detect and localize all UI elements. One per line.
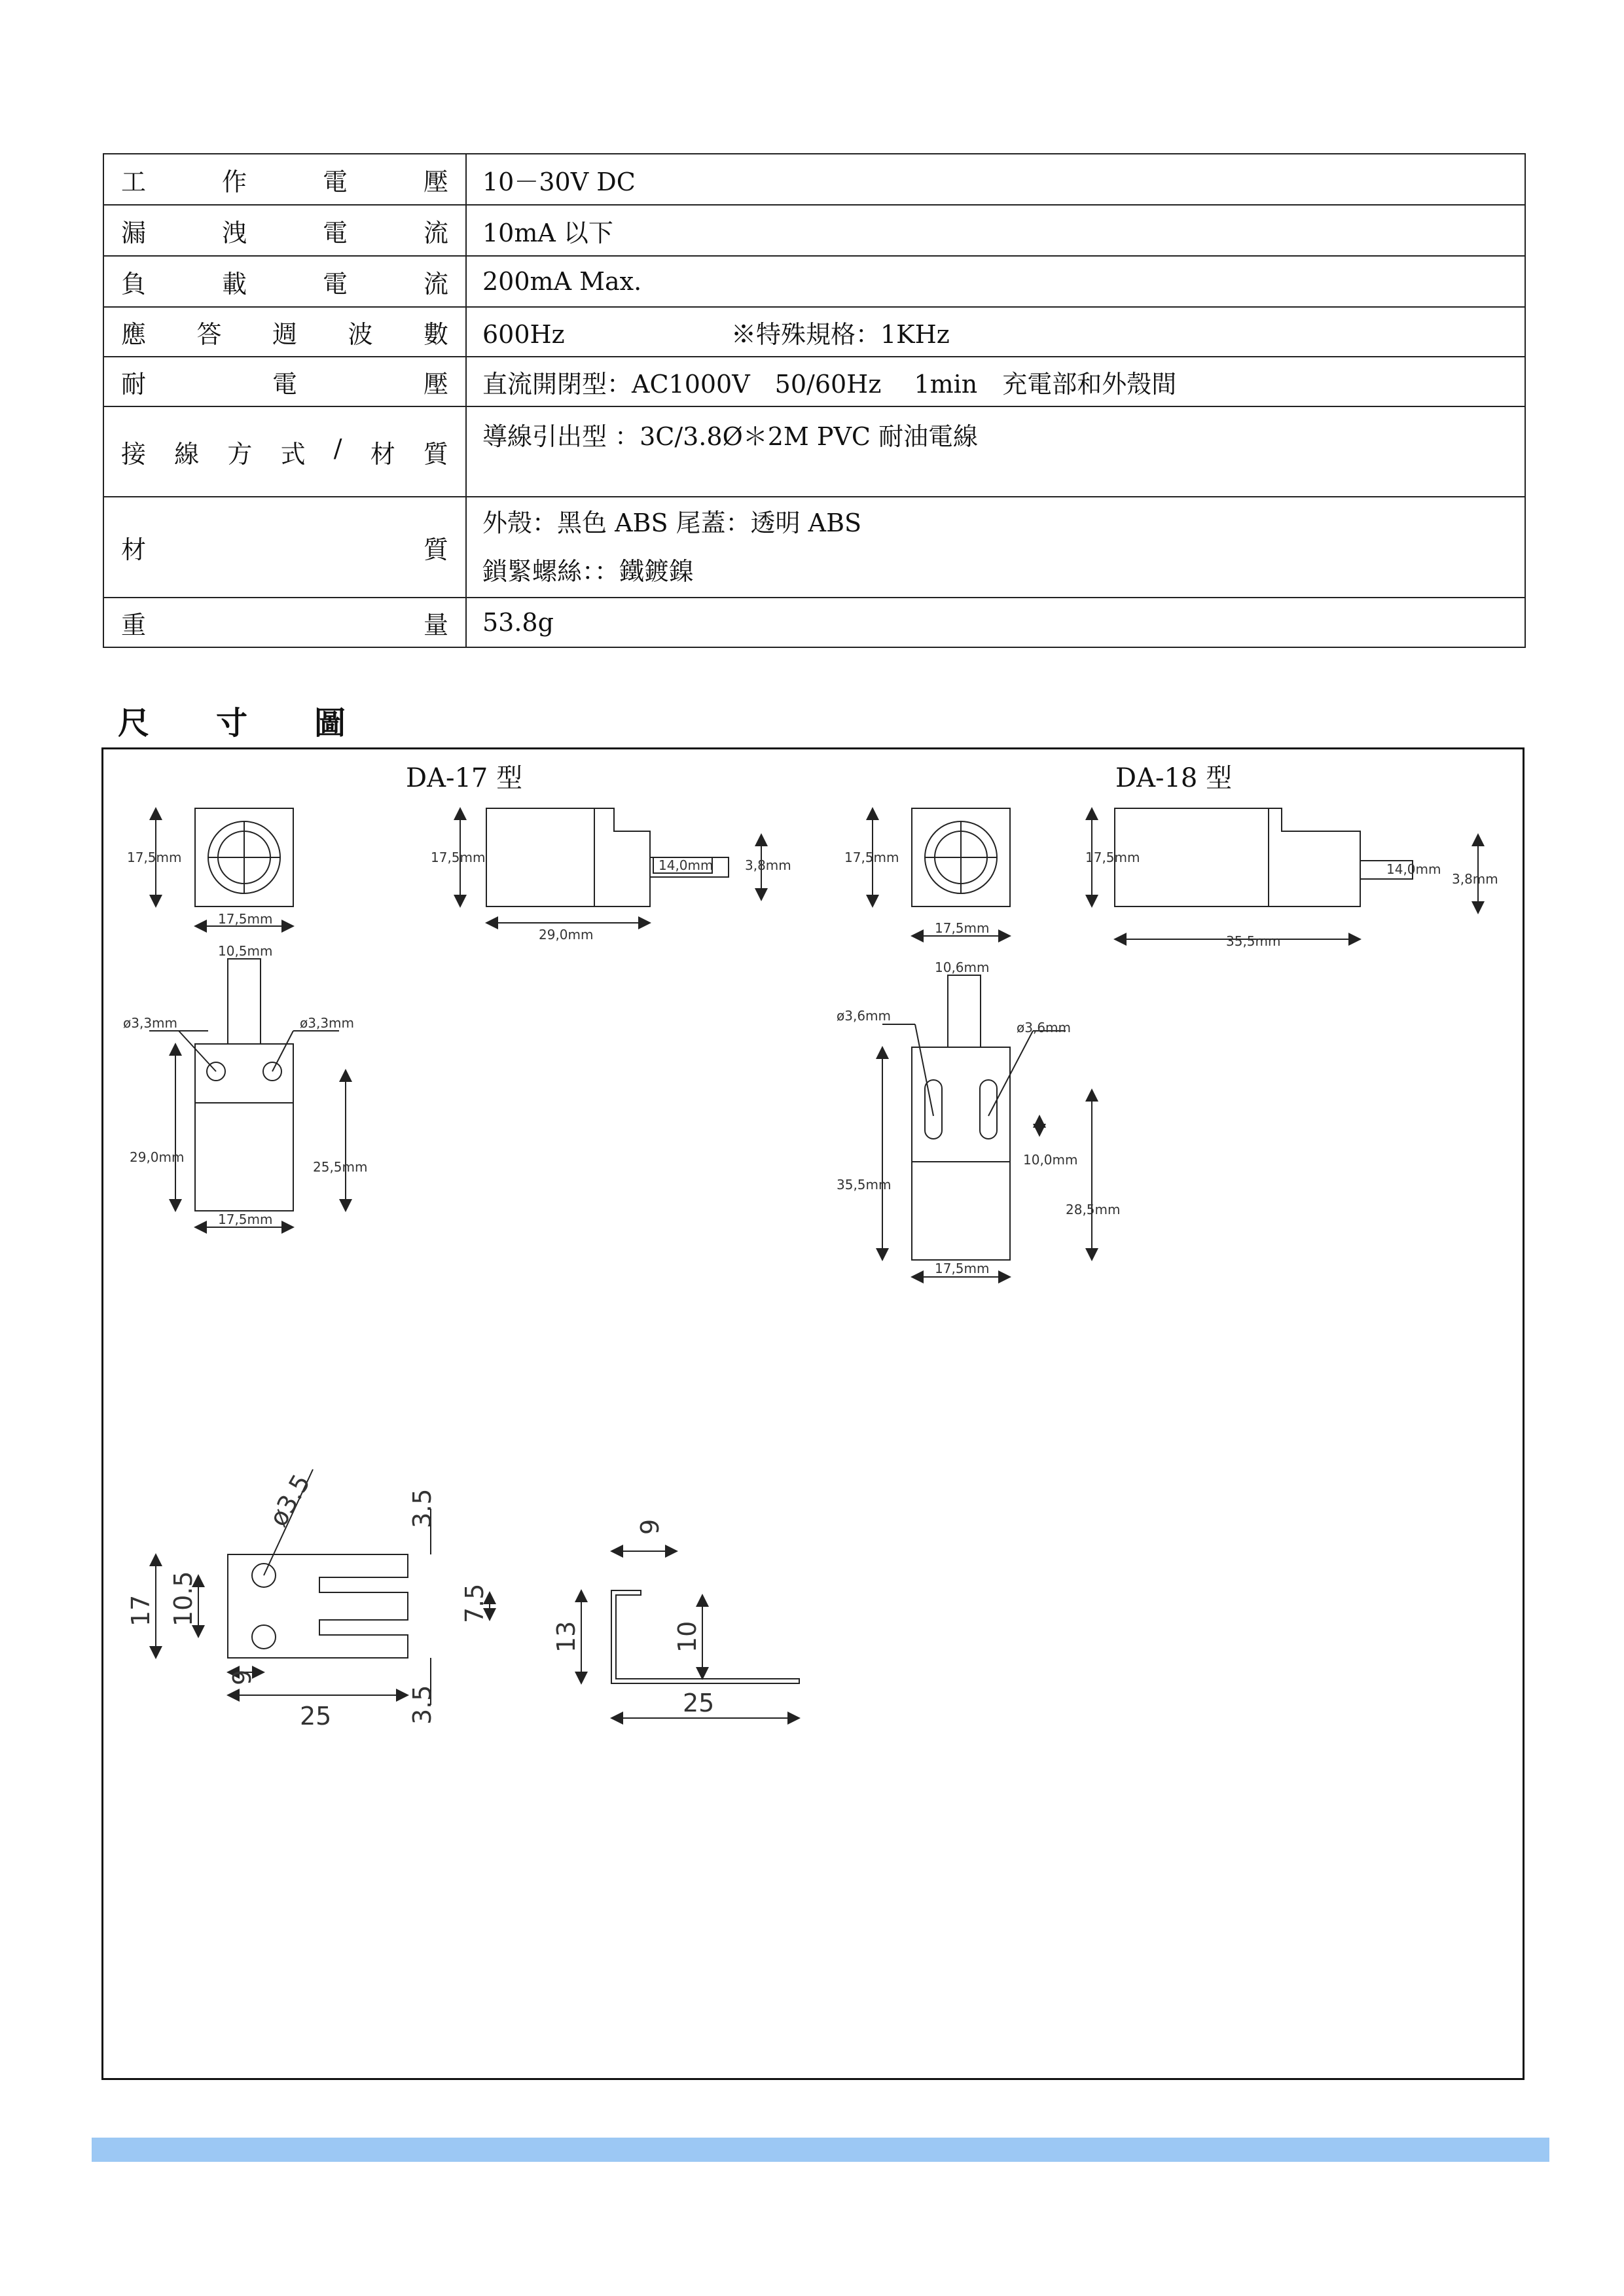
dim-label: 10.5 xyxy=(169,1571,198,1626)
dim-label: 17,5mm xyxy=(844,850,899,865)
dim-label: 9 xyxy=(636,1518,664,1535)
dim-label: 17,5mm xyxy=(1085,850,1140,865)
bracket-side-view xyxy=(552,1519,799,1718)
spec-value: 外殼：黑色 ABS 尾蓋：透明 ABS xyxy=(482,509,862,537)
dim-label: 25 xyxy=(683,1689,715,1717)
spec-label: 接 線 方 式 / 材 質 xyxy=(121,433,448,469)
da18-front-view xyxy=(844,808,1010,936)
da17-front-view xyxy=(127,808,293,927)
da18-side-view xyxy=(1085,808,1498,949)
spec-row xyxy=(103,406,1525,497)
dim-label: ø3,3mm xyxy=(123,1015,178,1031)
dim-label: 3.5 xyxy=(408,1685,437,1725)
spec-row xyxy=(103,256,1525,307)
dim-label: ø3,6mm xyxy=(1017,1020,1072,1035)
dim-label: 28,5mm xyxy=(1066,1202,1121,1217)
spec-row xyxy=(103,205,1525,256)
dim-label: 25,5mm xyxy=(313,1159,368,1175)
spec-row xyxy=(103,497,1525,598)
spec-value: 200mA Max. xyxy=(466,256,1525,307)
spec-label: 材 質 xyxy=(121,535,448,564)
dim-label: 35,5mm xyxy=(837,1177,892,1193)
spec-row xyxy=(103,154,1525,205)
da17-side-view xyxy=(431,808,791,942)
spec-label: 重 量 xyxy=(121,610,448,639)
dim-label: 17,5mm xyxy=(935,1261,990,1276)
dim-label: 17,5mm xyxy=(218,911,273,927)
dim-label: 3,8mm xyxy=(1452,871,1498,887)
dim-label: 17,5mm xyxy=(431,850,486,865)
dim-label: 10,6mm xyxy=(935,960,990,975)
da17-bottom-view xyxy=(123,943,368,1227)
spec-label: 負 載 電 流 xyxy=(121,269,448,298)
dim-label: 9 xyxy=(228,1669,257,1685)
technical-drawing xyxy=(103,749,1523,2078)
spec-note: ※特殊規格：1KHz xyxy=(731,319,950,349)
dim-label: 3.5 xyxy=(408,1488,437,1528)
dim-label: 3,8mm xyxy=(745,857,791,873)
dim-label: 10,0mm xyxy=(1023,1152,1078,1168)
spec-label: 耐 電 壓 xyxy=(121,369,448,399)
dim-label: ø3,3mm xyxy=(300,1015,355,1031)
dim-label: 14,0mm xyxy=(1386,861,1441,877)
spec-label: 工 作 電 壓 xyxy=(121,167,448,196)
spec-row xyxy=(103,598,1525,647)
dim-label: 13 xyxy=(552,1621,581,1653)
spec-value: 導線引出型 ：3C/3.8Ø＊2M PVC 耐油電線 xyxy=(466,406,1525,497)
dim-label: 25 xyxy=(300,1702,332,1731)
spec-value: 10mA 以下 xyxy=(466,205,1525,256)
da18-bottom-view xyxy=(837,960,1121,1277)
dim-label: 17,5mm xyxy=(127,850,182,865)
spec-row xyxy=(103,307,1525,357)
footer-bar xyxy=(92,2138,1549,2162)
dim-label: 10,5mm xyxy=(218,943,273,959)
dimension-title: 尺 寸 圖 xyxy=(118,705,346,742)
spec-label: 應 答 週 波 數 xyxy=(121,319,448,349)
spec-value-2: 鎖緊螺絲：：鐵鍍鎳 xyxy=(482,557,695,586)
spec-table xyxy=(103,153,1526,648)
bracket-plan-view xyxy=(126,1469,490,1731)
dim-label: ø3,6mm xyxy=(837,1008,892,1024)
dimension-drawing xyxy=(101,747,1525,2080)
dim-label: 17,5mm xyxy=(218,1211,273,1227)
dim-label: 17 xyxy=(126,1594,155,1626)
dim-label: 29,0mm xyxy=(539,927,594,942)
dim-label: 14,0mm xyxy=(659,857,713,873)
dim-label: 7.5 xyxy=(460,1583,489,1623)
dim-label: 17,5mm xyxy=(935,920,990,936)
dim-label: 35,5mm xyxy=(1226,933,1281,949)
spec-value: 600Hz xyxy=(482,319,565,349)
spec-label: 漏 洩 電 流 xyxy=(121,218,448,247)
spec-value: 10－30V DC xyxy=(466,154,1525,205)
model-label-da17: DA-17 型 xyxy=(406,763,523,793)
spec-value: 直流開閉型：AC1000V 50/60Hz 1min 充電部和外殼間 xyxy=(466,357,1525,406)
spec-row xyxy=(103,357,1525,406)
dim-label: 29,0mm xyxy=(130,1149,185,1165)
dim-label: 10 xyxy=(673,1621,702,1653)
spec-value: 53.8g xyxy=(466,598,1525,647)
model-label-da18: DA-18 型 xyxy=(1115,763,1233,793)
dim-label: ø3.5 xyxy=(263,1469,316,1532)
